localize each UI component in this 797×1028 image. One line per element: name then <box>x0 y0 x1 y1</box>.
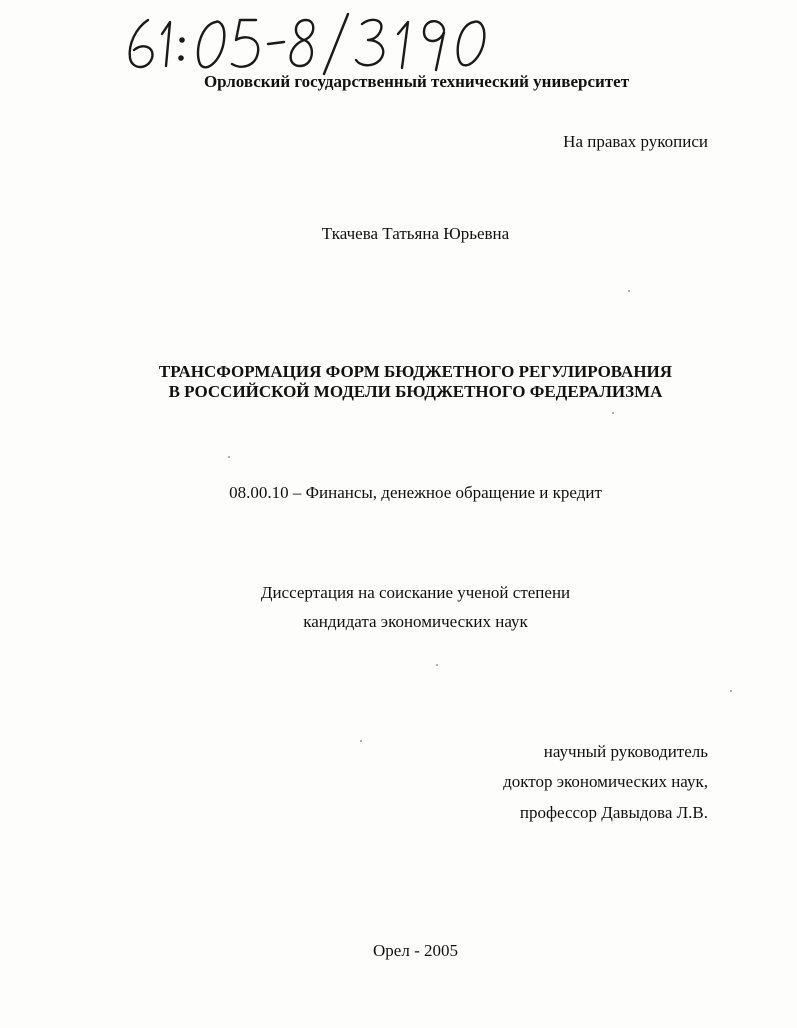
specialty-code: 08.00.10 – Финансы, денежное обращение и кредит <box>229 483 602 502</box>
handwritten-code-drawing <box>118 10 498 76</box>
degree-line-1: Диссертация на соискание ученой степени <box>260 583 571 602</box>
supervisor-name: профессор Давыдова Л.В. <box>519 803 708 822</box>
author-name: Ткачева Татьяна Юрьевна <box>321 224 510 243</box>
scan-speck <box>360 740 362 742</box>
dissertation-title-line-2: В РОССИЙСКОЙ МОДЕЛИ БЮДЖЕТНОГО ФЕДЕРАЛИЗМА <box>168 382 663 401</box>
city-year: Орел - 2005 <box>373 941 458 960</box>
scan-speck <box>628 290 630 292</box>
supervisor-role: научный руководитель <box>543 742 708 761</box>
supervisor-degree: доктор экономических наук, <box>503 772 708 791</box>
handwritten-catalog-code <box>118 10 498 76</box>
university-name: Орловский государственный технический университет <box>203 72 630 91</box>
scan-speck <box>228 456 230 458</box>
scan-speck <box>730 690 732 692</box>
scan-speck <box>436 664 438 666</box>
rights-note: На правах рукописи <box>563 132 708 151</box>
degree-line-2: кандидата экономических наук <box>303 612 528 631</box>
scan-speck <box>612 412 614 414</box>
dissertation-title-line-1: ТРАНСФОРМАЦИЯ ФОРМ БЮДЖЕТНОГО РЕГУЛИРОВАНИЯ <box>158 362 673 381</box>
